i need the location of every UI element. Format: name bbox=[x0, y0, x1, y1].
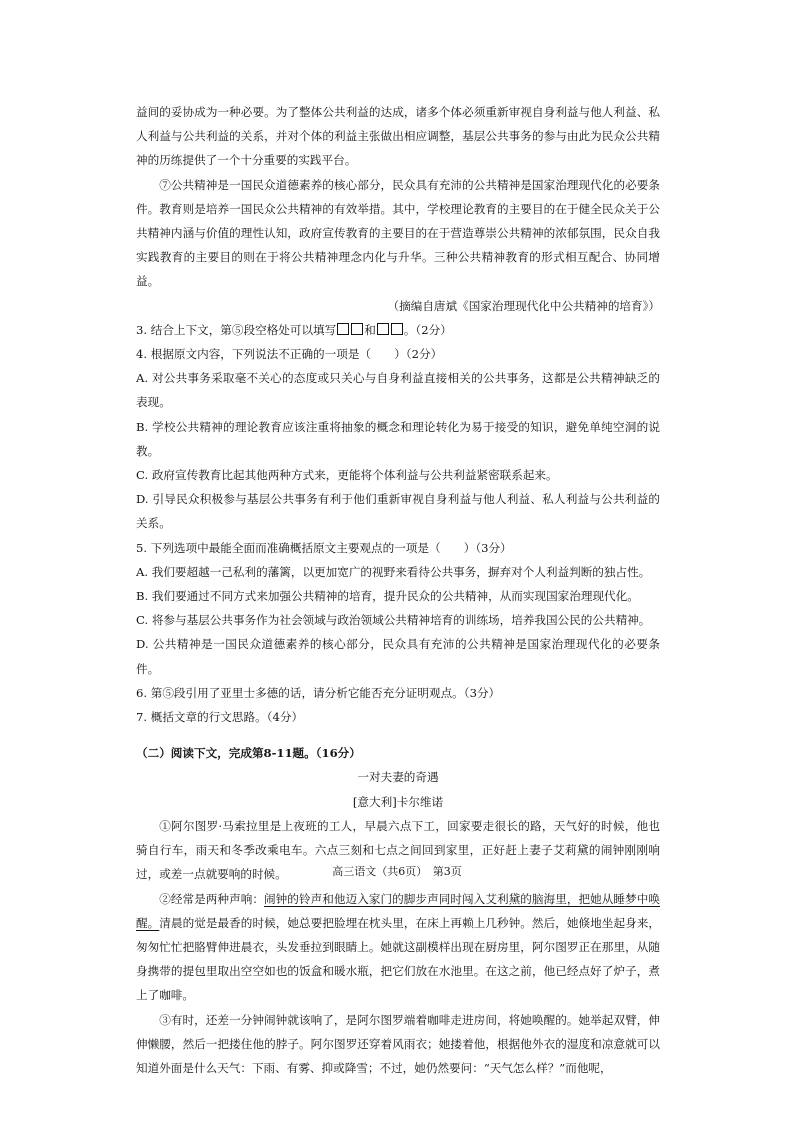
question-5-option-d: D. 公共精神是一国民众道德素养的核心部分，民众具有充沛的公共精神是国家治理现代化的必要条件。 bbox=[136, 637, 660, 676]
page-content bbox=[136, 100, 660, 1080]
question-5: 5. 下列选项中最能全面而准确概括原文主要观点的一项是（ ）（3分） bbox=[136, 540, 512, 555]
story-paragraph-2-start: ②经常是两种声响： bbox=[159, 891, 265, 906]
story-author: [意大利]卡尔维诺 bbox=[352, 794, 444, 809]
question-3-and: 和 bbox=[364, 322, 376, 337]
question-5-option-c: C. 将参与基层公共事务作为社会领域与政治领域公共精神培育的训练场，培养我国公民的公共精神。 bbox=[136, 613, 651, 628]
story-paragraph-2-rest: 清晨的觉是最香的时候，她总要把脸埋在枕头里，在床上再赖上几秒钟。然后，她倏地坐起身来，匆匆忙忙把胳臂伸进晨衣，头发垂拉到眼睛上。她就这副模样出现在厨房里，阿尔图罗正在那里，从随身携带的提包里取出空空如也的饭盒和暖水瓶，把它们放在水池里。在这之前，他已经点好了炉子，煮上了咖啡。 bbox=[136, 915, 660, 1003]
question-4-option-c: C. 政府宣传教育比起其他两种方式来，更能将个体利益与公共利益紧密联系起来。 bbox=[136, 468, 558, 483]
question-3 bbox=[136, 318, 660, 342]
question-4: 4. 根据原文内容，下列说法不正确的一项是（ ）（2分） bbox=[136, 347, 443, 362]
question-4-option-a: A. 对公共事务采取毫不关心的态度或只关心与自身利益直接相关的公共事务，这都是公共精神缺乏的表现。 bbox=[136, 371, 660, 410]
question-3-points: 。（2分） bbox=[403, 322, 452, 337]
blank-box bbox=[351, 323, 363, 335]
question-3-text: 3. 结合上下文，第⑤段空格处可以填写 bbox=[136, 322, 337, 337]
section-2-heading: （二）阅读下文，完成第8-11题。（16分） bbox=[136, 746, 361, 761]
question-5-option-b: B. 我们要通过不同方式来加强公共精神的培育，提升民众的公共精神，从而实现国家治理现代化。 bbox=[136, 589, 639, 604]
underlined-sentence: 闹钟的铃声和他迈入家门的脚步声同时闯入艾利黛的脑海里，把她从睡梦中唤醒。 bbox=[136, 891, 660, 930]
passage1-source: （摘编自唐斌《国家治理现代化中公共精神的培育》） bbox=[387, 298, 660, 313]
story-title: 一对夫妻的奇遇 bbox=[357, 770, 439, 785]
story-paragraph-1: ①阿尔图罗·马索拉里是上夜班的工人，早晨六点下工，回家要走很长的路，天气好的时候，他也骑自行车，雨天和冬季改乘电车。六点三刻和七点之间回到家里，正好赶上妻子艾莉黛的闹钟刚刚响过，或差一点就要响的时候。 bbox=[136, 818, 660, 882]
blank-box bbox=[391, 323, 403, 335]
question-6: 6. 第⑤段引用了亚里士多德的话，请分析它能否充分证明观点。（3分） bbox=[136, 685, 501, 700]
question-4-option-b: B. 学校公共精神的理论教育应该注重将抽象的概念和理论转化为易于接受的知识，避免单纯空洞的说教。 bbox=[136, 419, 660, 458]
story-paragraph-3: ③有时，还差一分钟闹钟就该响了，是阿尔图罗端着咖啡走进房间，将她唤醒的。她举起双臂，伸伸懒腰，然后一把搂住他的脖子。阿尔图罗还穿着风雨衣；她搂着他，根据他外衣的湿度和凉意就可以知道外面是什么天气：下雨、有雾、抑或降雪；不过，她仍然要问：“天气怎么样？”而他呢， bbox=[136, 1012, 660, 1075]
question-7: 7. 概括文章的行文思路。（4分） bbox=[136, 710, 304, 725]
passage1-continued-paragraph: 益间的妥协成为一种必要。为了整体公共利益的达成，诸多个体必须重新审视自身利益与他人利益、私人利益与公共利益的关系，并对个体的利益主张做出相应调整，基层公共事务的参与由此为民众公共精神的历练提供了一个十分重要的实践平台。 bbox=[136, 105, 660, 168]
passage1-paragraph-7: ⑦公共精神是一国民众道德素养的核心部分，民众具有充沛的公共精神是国家治理现代化的必要条件。教育则是培养一国民众公共精神的有效举措。其中，学校理论教育的主要目的在于健全民众关于公共精神内涵与价值的理性认知，政府宣传教育的主要目的在于营造尊崇公共精神的浓郁氛围，民众自我实践教育的主要目的则在于将公共精神理念内化与升华。三种公共精神教育的形式相互配合、协同增益。 bbox=[136, 177, 660, 289]
blank-box bbox=[337, 323, 349, 335]
blank-box bbox=[377, 323, 389, 335]
question-5-option-a: A. 我们要超越一己私利的藩篱，以更加宽广的视野来看待公共事务，摒弃对个人利益判断的独占性。 bbox=[136, 564, 651, 579]
story-paragraph-2 bbox=[136, 887, 660, 1008]
page-footer: 高三语文（共6页） 第3页 bbox=[332, 865, 462, 878]
question-4-option-d: D. 引导民众积极参与基层公共事务有利于他们重新审视自身利益与他人利益、私人利益与公共利益的关系。 bbox=[136, 492, 660, 531]
